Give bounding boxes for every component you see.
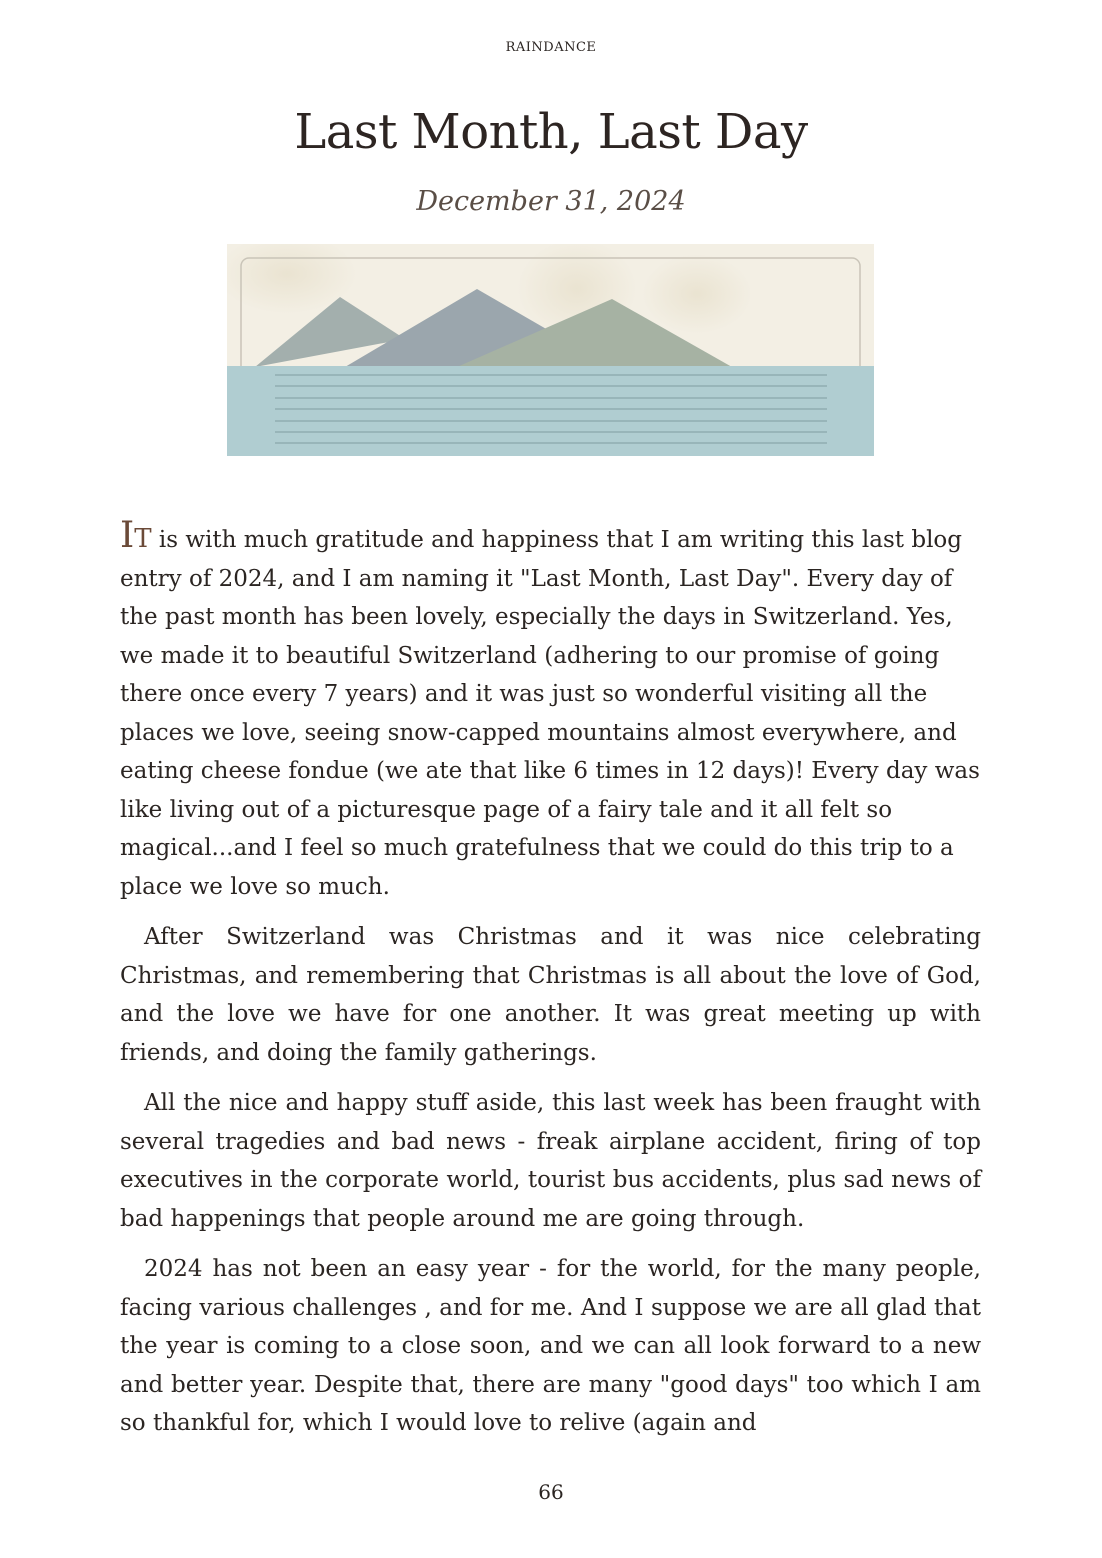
paragraph-4: 2024 has not been an easy year - for the world, for the many people, facing various challenges , and for me. And I suppose we are all glad that the year is coming to a close soon, and we can all look forward to a new and better year. Despite that, there are many "good days" too which I am so thankful for, which I would love to relive (again and <box>120 1256 981 1436</box>
paragraph-1 <box>120 515 981 906</box>
paragraph-2: After Switzerland was Christmas and it was nice celebrating Christmas, and remembering that Christmas is all about the love of God, and the love we have for one another. It was great meeting up with friends, and doing the family gatherings. <box>120 924 981 1066</box>
page-title: Last Month, Last Day <box>294 104 808 160</box>
page-number: 66 <box>538 1480 564 1504</box>
running-header: RAINDANCE <box>505 40 597 55</box>
paragraph-1-text: is with much gratitude and happiness that I am writing this last blog entry of 2024, and I am naming it "Last Month, Last Day". Every day of the past month has been lovely, especially the days in Switzerland. Yes, we made it to beautiful Switzerland (adhering to our promise of going there once every 7 years) and it was just so wonderful visiting all the places we love, seeing snow-capped mountains almost everywhere, and eating cheese fondue (we ate that like 6 times in 12 days)! Every day was like living out of a picturesque page of a fairy tale and it all felt so magical...and I feel so much gratefulness that we could do this trip to a place we love so much. <box>120 527 980 900</box>
article-body <box>120 515 981 1455</box>
mountain-lake-illustration <box>227 244 874 456</box>
drop-cap: I <box>120 515 135 556</box>
drop-cap-continuation: T <box>134 524 152 554</box>
paragraph-3: All the nice and happy stuff aside, this last week has been fraught with several tragedies and bad news - freak airplane accident, firing of top executives in the corporate world, tourist bus accidents, plus sad news of bad happenings that people around me are going through. <box>120 1090 981 1232</box>
article-date: December 31, 2024 <box>416 186 686 217</box>
